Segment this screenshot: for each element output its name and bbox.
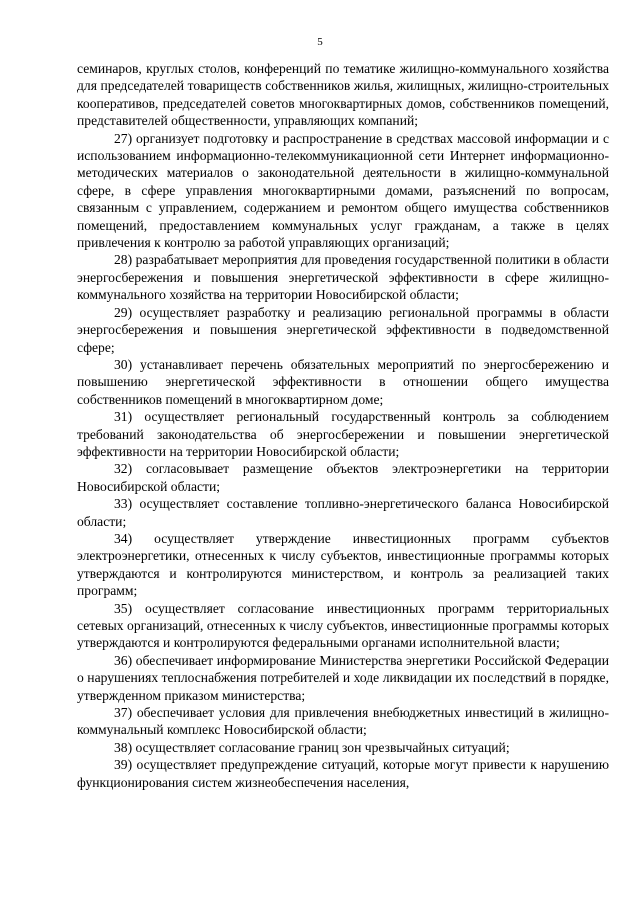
paragraph-item-29: 29) осуществляет разработку и реализацию региональной программы в области энергосбережения и повышения энергетической эффективности в подведомственной сфере; [77, 304, 609, 355]
paragraph-item-31: 31) осуществляет региональный государственный контроль за соблюдением требований законодательства об энергосбережении и повышении энергетической эффективности на территории Новосибирской области; [77, 409, 609, 459]
paragraph-item-39: 39) осуществляет предупреждение ситуаций, которые могут привести к нарушению функционирования систем жизнеобеспечения населения, [77, 757, 609, 790]
paragraph-item-36: 36) обеспечивает информирование Министерства энергетики Российской Федерации о нарушениях теплоснабжения потребителей и ходе ликвидации их последствий в порядке, утвержденном приказом министерства; [77, 652, 609, 703]
paragraph-item-28: 28) разрабатывает мероприятия для проведения государственной политики в области энергосбережения и повышения энергетической эффективности в сфере жилищно-коммунального хозяйства на территории Новосибирской области; [77, 252, 609, 303]
paragraph-item-38: 38) осуществляет согласование границ зон чрезвычайных ситуаций; [114, 739, 510, 755]
paragraph-item-35: 35) осуществляет согласование инвестиционных программ территориальных сетевых организаций, отнесенных к числу субъектов, инвестиционные программы которых утверждаются и контролируются федеральными органами исполнительной власти; [77, 600, 609, 651]
paragraph-item-33: 33) осуществляет составление топливно-энергетического баланса Новосибирской области; [77, 496, 609, 529]
paragraph-item-32: 32) согласовывает размещение объектов электроэнергетики на территории Новосибирской области; [77, 461, 609, 494]
paragraph-continuation: семинаров, круглых столов, конференций по тематике жилищно-коммунального хозяйства для председателей товариществ собственников жилья, жилищных, жилищно-строительных кооперативов, председателей советов многоквартирных домов, собственников помещений, представителей общественности, управляющих компаний; [77, 61, 609, 129]
paragraph-item-27: 27) организует подготовку и распространение в средствах массовой информации и с использованием информационно-телекоммуникационной сети Интернет информационно-методических материалов о законодательной деятельности в жилищно-коммунальной сфере, в сфере управления многоквартирными домами, разъяснений по вопросам, связанным с управлением, содержанием и ремонтом общего имущества собственников помещений, предоставлением коммунальных услуг гражданам, а также в целях привлечения к контролю за работой управляющих организаций; [77, 130, 609, 251]
paragraph-item-37: 37) обеспечивает условия для привлечения внебюджетных инвестиций в жилищно-коммунальный комплекс Новосибирской области; [77, 705, 609, 738]
page-number: 5 [317, 36, 323, 48]
paragraph-item-30: 30) устанавливает перечень обязательных мероприятий по энергосбережению и повышению энергетической эффективности в отношении общего имущества собственников помещений в многоквартирном доме; [77, 356, 609, 407]
paragraph-item-34: 34) осуществляет утверждение инвестиционных программ субъектов электроэнергетики, отнесенных к числу субъектов, инвестиционные программы которых утверждаются и контролируются министерством, и контроль за реализацией таких программ; [77, 530, 609, 599]
document-body [77, 60, 609, 791]
